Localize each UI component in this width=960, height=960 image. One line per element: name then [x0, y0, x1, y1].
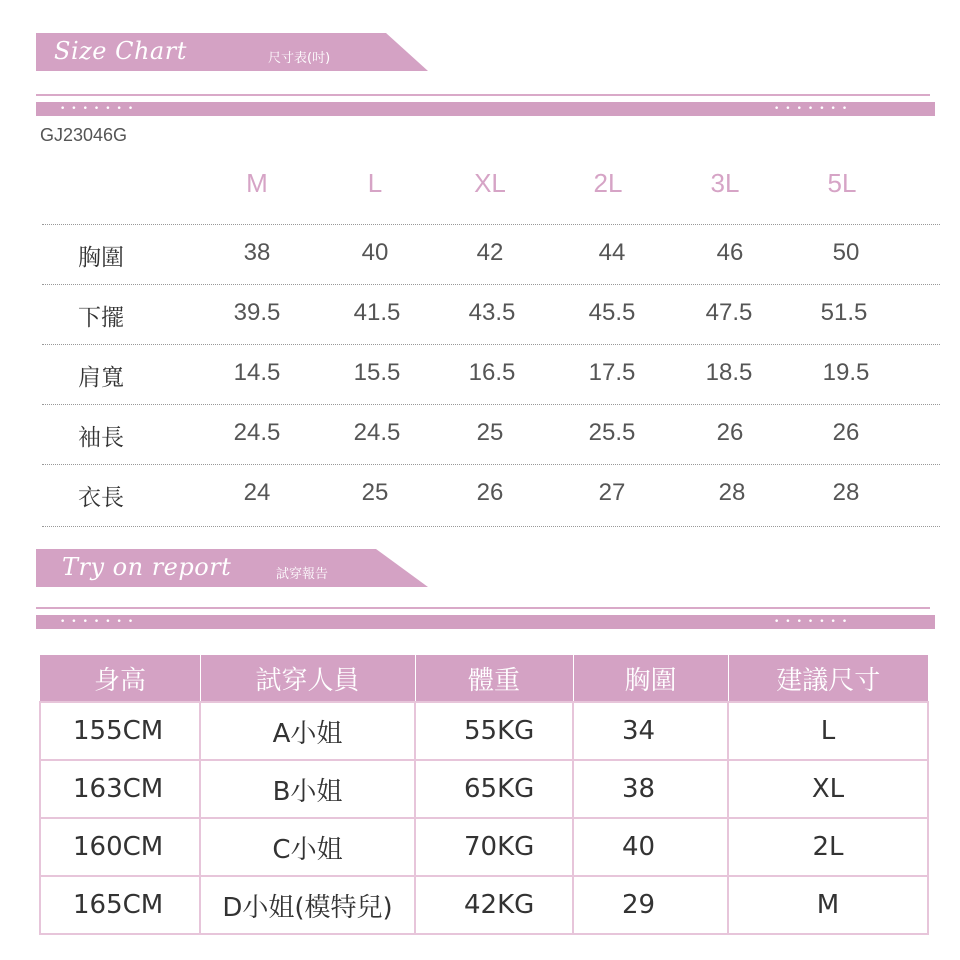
- measurement-row: [42, 464, 940, 525]
- decorative-dots: •••••••: [774, 104, 854, 114]
- measurement-value: 14.5: [233, 359, 281, 386]
- size-header: 3L: [710, 168, 740, 198]
- column-header: 試穿人員: [200, 655, 415, 702]
- measurement-row: [42, 404, 940, 465]
- measurement-label: 衣長: [78, 485, 124, 511]
- suggested-size-cell: 2L: [728, 818, 928, 876]
- tester-cell: A小姐: [200, 702, 415, 760]
- measurement-value: 25: [476, 419, 504, 446]
- measurement-value: 28: [832, 479, 860, 506]
- table-bottom-rule: [42, 526, 940, 527]
- measurement-row: [42, 284, 940, 345]
- measurement-value: 26: [832, 419, 860, 446]
- bust-cell: 34: [573, 702, 728, 760]
- measurement-value: 25.5: [588, 419, 636, 446]
- measurement-label: 肩寬: [78, 365, 124, 391]
- try-on-table: [39, 655, 929, 935]
- try-on-subtitle: 試穿報告: [276, 567, 329, 582]
- column-header: 建議尺寸: [728, 655, 928, 702]
- measurement-value: 47.5: [705, 299, 753, 326]
- measurement-value: 46: [716, 239, 744, 266]
- divider-thin: [36, 607, 930, 609]
- size-chart-subtitle: 尺寸表(吋): [268, 51, 331, 66]
- size-chart-banner: [36, 33, 428, 73]
- measurement-value: 24: [243, 479, 271, 506]
- column-header: 體重: [415, 655, 573, 702]
- height-cell: 165CM: [40, 876, 200, 934]
- decorative-dots: •••••••: [60, 617, 140, 627]
- measurement-value: 27: [598, 479, 626, 506]
- bust-cell: 29: [573, 876, 728, 934]
- measurement-value: 39.5: [233, 299, 281, 326]
- measurement-value: 50: [832, 239, 860, 266]
- divider-thick: [36, 102, 935, 116]
- measurement-value: 38: [243, 239, 271, 266]
- table-header-row: [40, 655, 928, 702]
- weight-cell: 55KG: [415, 702, 573, 760]
- measurement-value: 16.5: [468, 359, 516, 386]
- table-row: [40, 702, 928, 760]
- column-header: 胸圍: [573, 655, 728, 702]
- size-header: 2L: [593, 168, 623, 198]
- decorative-dots: •••••••: [774, 617, 854, 627]
- try-on-banner: [36, 549, 428, 589]
- tester-cell: D小姐(模特兒): [200, 876, 415, 934]
- suggested-size-cell: L: [728, 702, 928, 760]
- measurement-label: 胸圍: [78, 245, 124, 271]
- tester-cell: B小姐: [200, 760, 415, 818]
- table-row: [40, 760, 928, 818]
- measurement-value: 43.5: [468, 299, 516, 326]
- table-row: [40, 818, 928, 876]
- measurement-value: 51.5: [820, 299, 868, 326]
- decorative-dots: •••••••: [60, 104, 140, 114]
- measurement-value: 45.5: [588, 299, 636, 326]
- measurement-value: 24.5: [353, 419, 401, 446]
- measurement-row: [42, 224, 940, 285]
- divider-thin: [36, 94, 930, 96]
- measurement-value: 24.5: [233, 419, 281, 446]
- measurement-label: 袖長: [78, 425, 124, 451]
- column-header: 身高: [40, 655, 200, 702]
- measurement-value: 26: [476, 479, 504, 506]
- bust-cell: 38: [573, 760, 728, 818]
- height-cell: 160CM: [40, 818, 200, 876]
- size-header-row: [42, 160, 940, 206]
- measurement-label: 下擺: [78, 305, 124, 331]
- size-header: L: [367, 168, 383, 198]
- measurement-value: 44: [598, 239, 626, 266]
- try-on-title: Try on report: [62, 553, 232, 581]
- measurement-value: 28: [718, 479, 746, 506]
- measurement-value: 40: [361, 239, 389, 266]
- measurement-value: 15.5: [353, 359, 401, 386]
- size-chart-title: Size Chart: [54, 37, 187, 65]
- height-cell: 155CM: [40, 702, 200, 760]
- weight-cell: 65KG: [415, 760, 573, 818]
- size-header: XL: [474, 168, 506, 198]
- measurement-row: [42, 344, 940, 405]
- weight-cell: 70KG: [415, 818, 573, 876]
- weight-cell: 42KG: [415, 876, 573, 934]
- product-code: GJ23046G: [40, 125, 128, 145]
- size-header: M: [246, 168, 268, 198]
- measurement-value: 42: [476, 239, 504, 266]
- size-header: 5L: [827, 168, 857, 198]
- suggested-size-cell: M: [728, 876, 928, 934]
- divider-thick: [36, 615, 935, 629]
- table-row: [40, 876, 928, 934]
- bust-cell: 40: [573, 818, 728, 876]
- measurement-value: 26: [716, 419, 744, 446]
- measurement-value: 19.5: [822, 359, 870, 386]
- height-cell: 163CM: [40, 760, 200, 818]
- tester-cell: C小姐: [200, 818, 415, 876]
- measurement-value: 41.5: [353, 299, 401, 326]
- measurement-value: 25: [361, 479, 389, 506]
- measurement-value: 18.5: [705, 359, 753, 386]
- suggested-size-cell: XL: [728, 760, 928, 818]
- measurement-value: 17.5: [588, 359, 636, 386]
